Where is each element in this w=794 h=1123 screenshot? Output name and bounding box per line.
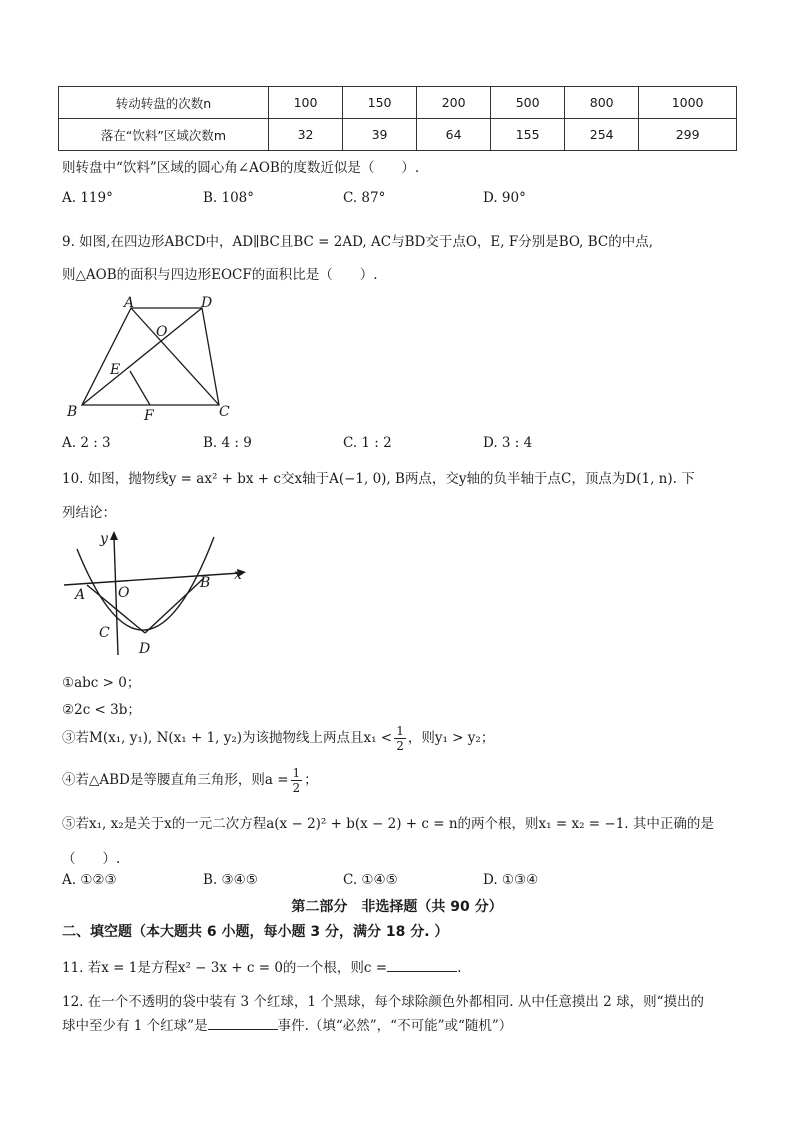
diagonal-ac	[131, 308, 219, 405]
q10-c3-text: ③若M(x₁, y₁), N(x₁ + 1, y₂)为该抛物线上两点且x₁ <	[62, 730, 393, 746]
q9-option-b: B. 4 : 9	[203, 435, 252, 451]
label-d: D	[201, 295, 213, 311]
y-axis-arrow	[110, 531, 118, 540]
label-b: B	[67, 404, 78, 420]
q10-option-d: D. ①③④	[483, 872, 539, 888]
parabola-curve	[77, 537, 214, 630]
q10-c3-tail: ，则y₁ > y₂；	[407, 730, 495, 746]
q8-option-c: C. 87°	[343, 190, 386, 206]
label-e: E	[110, 362, 121, 378]
q11	[62, 956, 461, 976]
q9-line2: 则△AOB的面积与四边形EOCF的面积比是（ ）.	[62, 267, 378, 283]
label-d: D	[139, 641, 151, 657]
q10-conclusion-1: ①abc > 0；	[62, 675, 141, 691]
q10-line2: 列结论：	[62, 505, 116, 521]
table-cell: 39	[343, 119, 417, 151]
q10-c4-tail: ；	[304, 772, 318, 788]
q10-conclusion-2: ②2c < 3b；	[62, 702, 141, 718]
q9-option-d: D. 3 : 4	[483, 435, 533, 451]
q10-option-b: B. ③④⑤	[203, 872, 258, 888]
q12-line2	[62, 1014, 512, 1034]
fraction-half: $\frac{1}{2}$	[396, 724, 404, 753]
table-cell: 800	[565, 87, 639, 119]
q10-conclusion-5: ⑤若x₁, x₂是关于x的一元二次方程a(x − 2)² + b(x − 2) + c = n的两个根，则x₁ = x₂ = −1. 其中正确的是	[62, 816, 714, 832]
table-cell: 32	[269, 119, 343, 151]
q12-tail: 事件.（填“必然”，“不可能”或“随机”）	[277, 1018, 513, 1034]
trapezoid-figure	[62, 292, 252, 422]
fraction-half: $\frac{1}{2}$	[292, 766, 301, 795]
segment-db	[145, 578, 204, 633]
table-cell: 100	[269, 87, 343, 119]
q8-option-a: A. 119°	[62, 190, 113, 206]
q11-tail: .	[457, 960, 462, 976]
label-y: y	[100, 531, 108, 547]
label-b: B	[200, 575, 211, 591]
row-header: 落在“饮料”区域次数m	[59, 119, 269, 151]
label-c: C	[99, 625, 110, 641]
table-cell: 200	[417, 87, 491, 119]
table-cell: 150	[343, 87, 417, 119]
part2-title: 第二部分 非选择题（共 90 分）	[291, 899, 503, 915]
q9-option-a: A. 2 : 3	[62, 435, 111, 451]
table-cell: 155	[491, 119, 565, 151]
table-cell: 500	[491, 87, 565, 119]
table-cell: 299	[639, 119, 737, 151]
q11-text: 11. 若x = 1是方程x² − 3x + c = 0的一个根，则c =	[62, 960, 388, 976]
label-f: F	[144, 408, 154, 422]
label-x: x	[234, 567, 242, 583]
table-cell: 254	[565, 119, 639, 151]
q10-option-c: C. ①④⑤	[343, 872, 398, 888]
q10-c4-text: ④若△ABD是等腰直角三角形，则a =	[62, 772, 289, 788]
answer-blank[interactable]	[387, 957, 457, 972]
q10-option-a: A. ①②③	[62, 872, 117, 888]
q8-option-b: B. 108°	[203, 190, 255, 206]
row-header: 转动转盘的次数n	[59, 87, 269, 119]
label-c: C	[219, 404, 230, 420]
table-cell: 64	[417, 119, 491, 151]
trapezoid-outline	[82, 308, 219, 405]
table-row	[59, 119, 737, 151]
section2-title: 二、填空题（本大题共 6 小题，每小题 3 分，满分 18 分. ）	[62, 924, 449, 940]
q10-conclusion-4	[62, 766, 318, 795]
label-a: A	[75, 587, 86, 603]
q9-line1: 9. 如图,在四边形ABCD中，AD∥BC且BC = 2AD, AC与BD交于点O，E, F分别是BO, BC的中点,	[62, 234, 654, 250]
label-o: O	[156, 324, 168, 340]
label-a: A	[124, 295, 135, 311]
q10-conclusion-3	[62, 724, 494, 753]
answer-blank[interactable]	[208, 1015, 278, 1030]
q8-option-d: D. 90°	[483, 190, 526, 206]
q10-answer-bracket: （ ）.	[62, 851, 121, 867]
parabola-figure	[62, 527, 252, 662]
q8-stem: 则转盘中“饮料”区域的圆心角∠AOB的度数近似是（ ）.	[62, 160, 420, 176]
q9-option-c: C. 1 : 2	[343, 435, 392, 451]
q10-line1: 10. 如图，抛物线y = ax² + bx + c交x轴于A(−1, 0), B两点，交y轴的负半轴于点C，顶点为D(1, n). 下	[62, 471, 695, 487]
table-row	[59, 87, 737, 119]
q12-text: 球中至少有 1 个红球”是	[62, 1018, 208, 1034]
label-o: O	[118, 585, 130, 601]
table-cell: 1000	[639, 87, 737, 119]
q12-line1: 12. 在一个不透明的袋中装有 3 个红球，1 个黑球，每个球除颜色外都相同. 从中任意摸出 2 球，则“摸出的	[62, 994, 704, 1010]
segment-ef	[130, 371, 150, 405]
frequency-table	[58, 86, 737, 151]
